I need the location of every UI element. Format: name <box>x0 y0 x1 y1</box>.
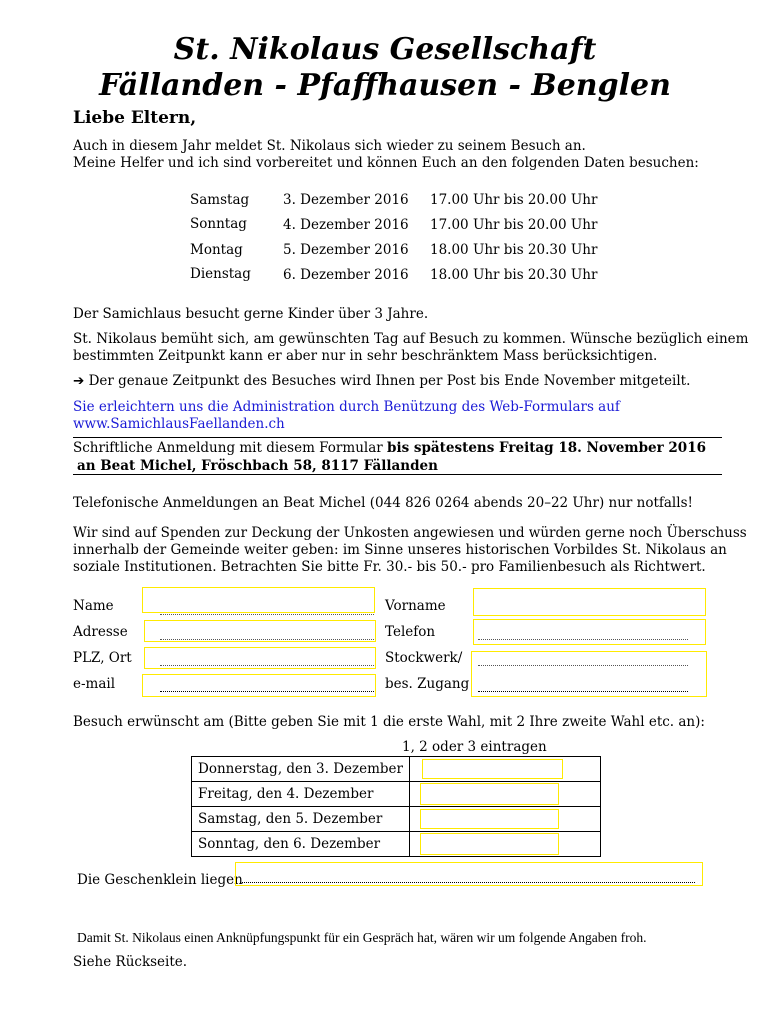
effort-line-1: St. Nikolaus bemüht sich, am gewünschten Tag auf Besuch zu kommen. Wünsche bezüglich einem <box>73 331 749 347</box>
visit-instruction: Besuch erwünscht am (Bitte geben Sie mit 1 die erste Wahl, mit 2 Ihre zweite Wahl etc. an): <box>73 714 705 730</box>
web-form-link[interactable]: www.SamichlausFaellanden.ch <box>73 416 285 432</box>
schedule-time: 17.00 Uhr bis 20.00 Uhr <box>430 217 598 233</box>
email-field[interactable] <box>142 674 376 697</box>
visit-day-label: Donnerstag, den 3. Dezember <box>192 757 410 782</box>
age-info: Der Samichlaus besucht gerne Kinder über 3 Jahre. <box>73 306 429 322</box>
schedule-day: Samstag <box>190 192 250 208</box>
name-label: Name <box>73 598 114 614</box>
email-label: e-mail <box>73 676 116 692</box>
schedule-time: 18.00 Uhr bis 20.30 Uhr <box>430 242 598 258</box>
visit-day-table <box>191 756 601 857</box>
schedule-date: 6. Dezember 2016 <box>283 267 409 283</box>
written-address: an Beat Michel, Fröschbach 58, 8117 Fällanden <box>77 458 438 474</box>
written-deadline: bis spätestens Freitag 18. November 2016 <box>387 440 706 456</box>
visit-choice-input[interactable] <box>422 759 563 779</box>
schedule-date: 3. Dezember 2016 <box>283 192 409 208</box>
post-notice-text: Der genaue Zeitpunkt des Besuches wird Ihnen per Post bis Ende November mitgeteilt. <box>88 373 691 389</box>
plz-label: PLZ, Ort <box>73 650 132 666</box>
visit-choice-input[interactable] <box>420 783 559 805</box>
visit-choice-input[interactable] <box>420 809 559 829</box>
telefon-field[interactable] <box>473 619 706 645</box>
schedule-date: 5. Dezember 2016 <box>283 242 409 258</box>
intro-line-1: Auch in diesem Jahr meldet St. Nikolaus sich wieder zu seinem Besuch an. <box>73 138 586 154</box>
written-prefix: Schriftliche Anmeldung mit diesem Formular <box>73 440 387 456</box>
table-row <box>192 757 601 782</box>
name-field[interactable] <box>142 587 375 613</box>
written-registration <box>73 439 706 457</box>
visit-day-label: Samstag, den 5. Dezember <box>192 807 410 832</box>
phone-info: Telefonische Anmeldungen an Beat Michel (044 826 0264 abends 20–22 Uhr) nur notfalls! <box>73 495 693 511</box>
telefon-dotted-line <box>478 639 688 640</box>
zugang-dotted-line <box>478 691 688 692</box>
table-row <box>192 782 601 807</box>
gifts-dotted-line <box>240 882 695 883</box>
table-row <box>192 832 601 857</box>
divider-bottom <box>73 474 722 475</box>
footer-line-2: Siehe Rückseite. <box>73 954 188 970</box>
schedule-day: Sonntag <box>190 216 247 232</box>
telefon-label: Telefon <box>385 624 436 640</box>
visit-choice-cell <box>410 807 601 832</box>
footer-line-1: Damit St. Nikolaus einen Anknüpfungspunkt für ein Gespräch hat, wären wir um folgende Angaben froh. <box>77 930 647 945</box>
schedule-day: Dienstag <box>190 266 251 282</box>
visit-choice-cell <box>410 832 601 857</box>
title-line-2: Fällanden - Pfaffhausen - Benglen <box>99 68 671 103</box>
vorname-field[interactable] <box>473 588 706 616</box>
adresse-dotted-line <box>160 639 374 640</box>
visit-day-label: Sonntag, den 6. Dezember <box>192 832 410 857</box>
donation-line-2: innerhalb der Gemeinde weiter geben: im Sinne unseres historischen Vorbildes St. Nikolaus an <box>73 542 727 558</box>
plz-dotted-line <box>160 665 374 666</box>
email-dotted-line <box>160 691 374 692</box>
gifts-label: Die Geschenklein liegen <box>77 872 243 888</box>
stockwerk-label: Stockwerk/ <box>385 650 463 666</box>
schedule-time: 18.00 Uhr bis 20.30 Uhr <box>430 267 598 283</box>
divider-top <box>73 437 722 438</box>
post-notice <box>73 372 690 390</box>
title-line-1: St. Nikolaus Gesellschaft <box>173 32 597 67</box>
greeting: Liebe Eltern, <box>73 108 197 128</box>
stockwerk-dotted-line <box>478 665 688 666</box>
intro-line-2: Meine Helfer und ich sind vorbereitet und können Euch an den folgenden Daten besuchen: <box>73 155 699 171</box>
effort-line-2: bestimmten Zeitpunkt kann er aber nur in sehr beschränktem Mass berücksichtigen. <box>73 348 658 364</box>
visit-choice-input[interactable] <box>420 833 559 855</box>
visit-choice-cell <box>410 782 601 807</box>
visit-choice-cell <box>410 757 601 782</box>
schedule-time: 17.00 Uhr bis 20.00 Uhr <box>430 192 598 208</box>
arrow-right-icon: ➔ <box>73 373 85 389</box>
schedule-date: 4. Dezember 2016 <box>283 217 409 233</box>
web-form-line-1: Sie erleichtern uns die Administration durch Benützung des Web-Formulars auf <box>73 399 620 415</box>
schedule-day: Montag <box>190 242 243 258</box>
visit-column-header: 1, 2 oder 3 eintragen <box>402 739 547 755</box>
adresse-label: Adresse <box>73 624 128 640</box>
zugang-label: bes. Zugang <box>385 676 470 692</box>
donation-line-1: Wir sind auf Spenden zur Deckung der Unkosten angewiesen und würden gerne noch Überschuss <box>73 525 747 541</box>
donation-line-3: soziale Institutionen. Betrachten Sie bitte Fr. 30.- bis 50.- pro Familienbesuch als Richtwert. <box>73 559 706 575</box>
visit-day-label: Freitag, den 4. Dezember <box>192 782 410 807</box>
vorname-label: Vorname <box>385 598 446 614</box>
table-row <box>192 807 601 832</box>
name-dotted-line <box>160 614 374 615</box>
